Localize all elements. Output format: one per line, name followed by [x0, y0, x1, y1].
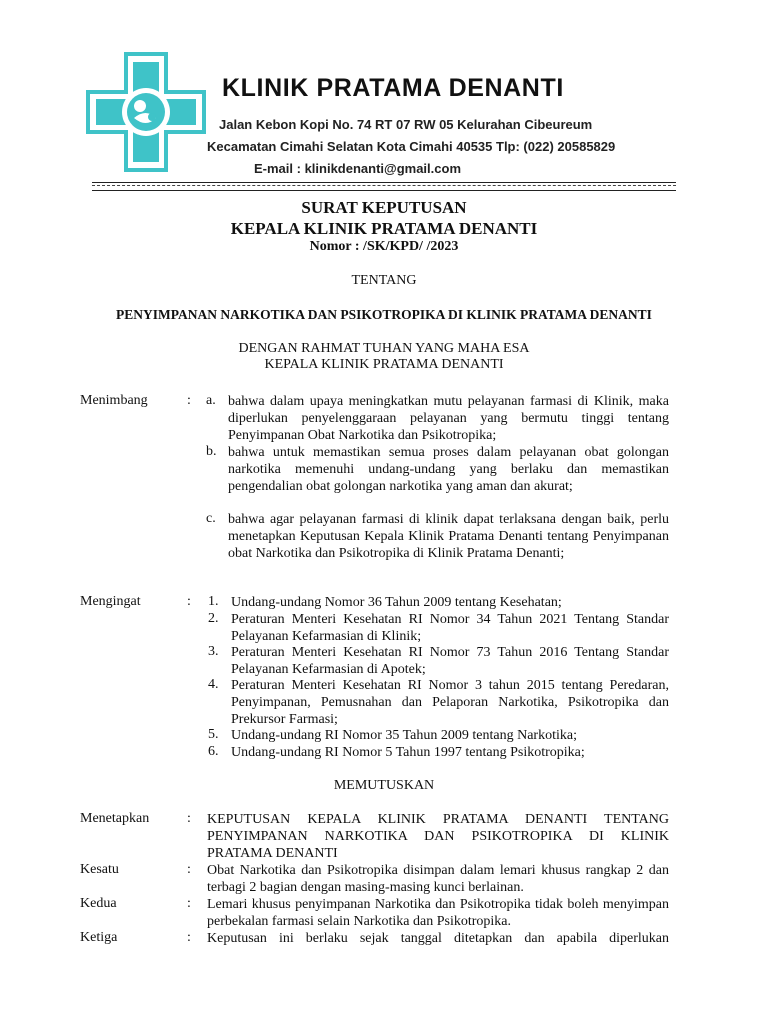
mengingat-item: Peraturan Menteri Kesehatan RI Nomor 73 Tahun 2016 Tentang Standar Pelayanan Kefarmasian di Apotek;	[231, 645, 669, 677]
document-subject: PENYIMPANAN NARKOTIKA DAN PSIKOTROPIKA DI KLINIK PRATAMA DENANTI	[116, 307, 652, 322]
menimbang-marker: b.	[206, 444, 217, 459]
menimbang-label: Menimbang	[80, 393, 148, 408]
document-subtitle: KEPALA KLINIK PRATAMA DENANTI	[230, 219, 538, 238]
mengingat-marker: 3.	[208, 644, 219, 659]
address-line-1: Jalan Kebon Kopi No. 74 RT 07 RW 05 Kelurahan Cibeureum	[219, 117, 593, 132]
email-line: E-mail : klinikdenanti@gmail.com	[254, 161, 461, 176]
decision-text: Obat Narkotika dan Psikotropika disimpan dalam lemari khusus rangkap 2 dan terbagi 2 bagian dengan masing-masing kunci berlainan.	[207, 863, 669, 895]
decision-label: Kesatu	[80, 862, 119, 877]
mengingat-marker: 4.	[208, 677, 219, 692]
decision-text: Lemari khusus penyimpanan Narkotika dan Psikotropika tidak boleh menyimpan perbekalan farmasi selain Narkotika dan Psikotropika.	[207, 897, 669, 929]
clinic-logo-icon	[86, 52, 206, 172]
mengingat-item: Peraturan Menteri Kesehatan RI Nomor 34 Tahun 2021 Tentang Standar Pelayanan Kefarmasian di Klinik;	[231, 612, 669, 644]
menimbang-item: bahwa untuk memastikan semua proses dalam pelayanan obat golongan narkotika memenuhi undang-undang yang berlaku dan memastikan pengendalian obat golongan narkotika yang aman dan akurat;	[228, 445, 669, 494]
document-title: SURAT KEPUTUSAN	[301, 198, 467, 217]
invocation: DENGAN RAHMAT TUHAN YANG MAHA ESA	[238, 341, 530, 356]
menimbang-item: bahwa agar pelayanan farmasi di klinik dapat terlaksana dengan baik, perlu menetapkan Keputusan Kepala Klinik Pratama Denanti tentang Penyimpanan obat Narkotika dan Psikotropika di Klinik Pratama Denanti;	[228, 512, 669, 561]
mengingat-item: Undang-undang RI Nomor 5 Tahun 1997 tentang Psikotropika;	[231, 745, 585, 760]
decision-text: KEPUTUSAN KEPALA KLINIK PRATAMA DENANTI TENTANG PENYIMPANAN NARKOTIKA DAN PSIKOTROPIKA DI KLINIK PRATAMA DENANTI	[207, 812, 669, 861]
mengingat-marker: 5.	[208, 727, 219, 742]
mengingat-colon: :	[187, 594, 191, 609]
mengingat-label: Mengingat	[80, 594, 141, 609]
memutuskan-heading: MEMUTUSKAN	[333, 778, 435, 793]
mengingat-marker: 6.	[208, 744, 219, 759]
mengingat-marker: 2.	[208, 611, 219, 626]
menimbang-marker: c.	[206, 511, 216, 526]
decision-label: Ketiga	[80, 930, 118, 945]
issuer-line: KEPALA KLINIK PRATAMA DENANTI	[264, 357, 504, 372]
mengingat-item: Undang-undang RI Nomor 35 Tahun 2009 tentang Narkotika;	[231, 728, 577, 743]
document-number: Nomor : /SK/KPD/ /2023	[309, 239, 459, 254]
decision-colon: :	[187, 862, 191, 877]
decision-colon: :	[187, 811, 191, 826]
menimbang-marker: a.	[206, 393, 216, 408]
letterhead-divider	[92, 182, 676, 191]
tentang-heading: TENTANG	[351, 273, 417, 288]
decision-text: Keputusan ini berlaku sejak tanggal ditetapkan dan apabila diperlukan	[207, 931, 669, 946]
mengingat-item: Undang-undang Nomor 36 Tahun 2009 tentang Kesehatan;	[231, 595, 562, 610]
menimbang-item: bahwa dalam upaya meningkatkan mutu pelayanan farmasi di Klinik, maka diperlukan penyelenggaraan pelayanan yang bermutu tinggi tentang Penyimpanan Obat Narkotika dan Psikotropika;	[228, 394, 669, 443]
menimbang-colon: :	[187, 393, 191, 408]
decision-label: Kedua	[80, 896, 117, 911]
decision-colon: :	[187, 896, 191, 911]
mengingat-item: Peraturan Menteri Kesehatan RI Nomor 3 tahun 2015 tentang Peredaran, Penyimpanan, Pemusnahan dan Pelaporan Narkotika, Psikotropika dan Prekursor Farmasi;	[231, 678, 669, 727]
clinic-name: KLINIK PRATAMA DENANTI	[222, 74, 564, 102]
mengingat-marker: 1.	[208, 594, 219, 609]
decision-colon: :	[187, 930, 191, 945]
address-line-2: Kecamatan Cimahi Selatan Kota Cimahi 40535 Tlp: (022) 20585829	[207, 139, 616, 154]
decision-label: Menetapkan	[80, 811, 150, 826]
